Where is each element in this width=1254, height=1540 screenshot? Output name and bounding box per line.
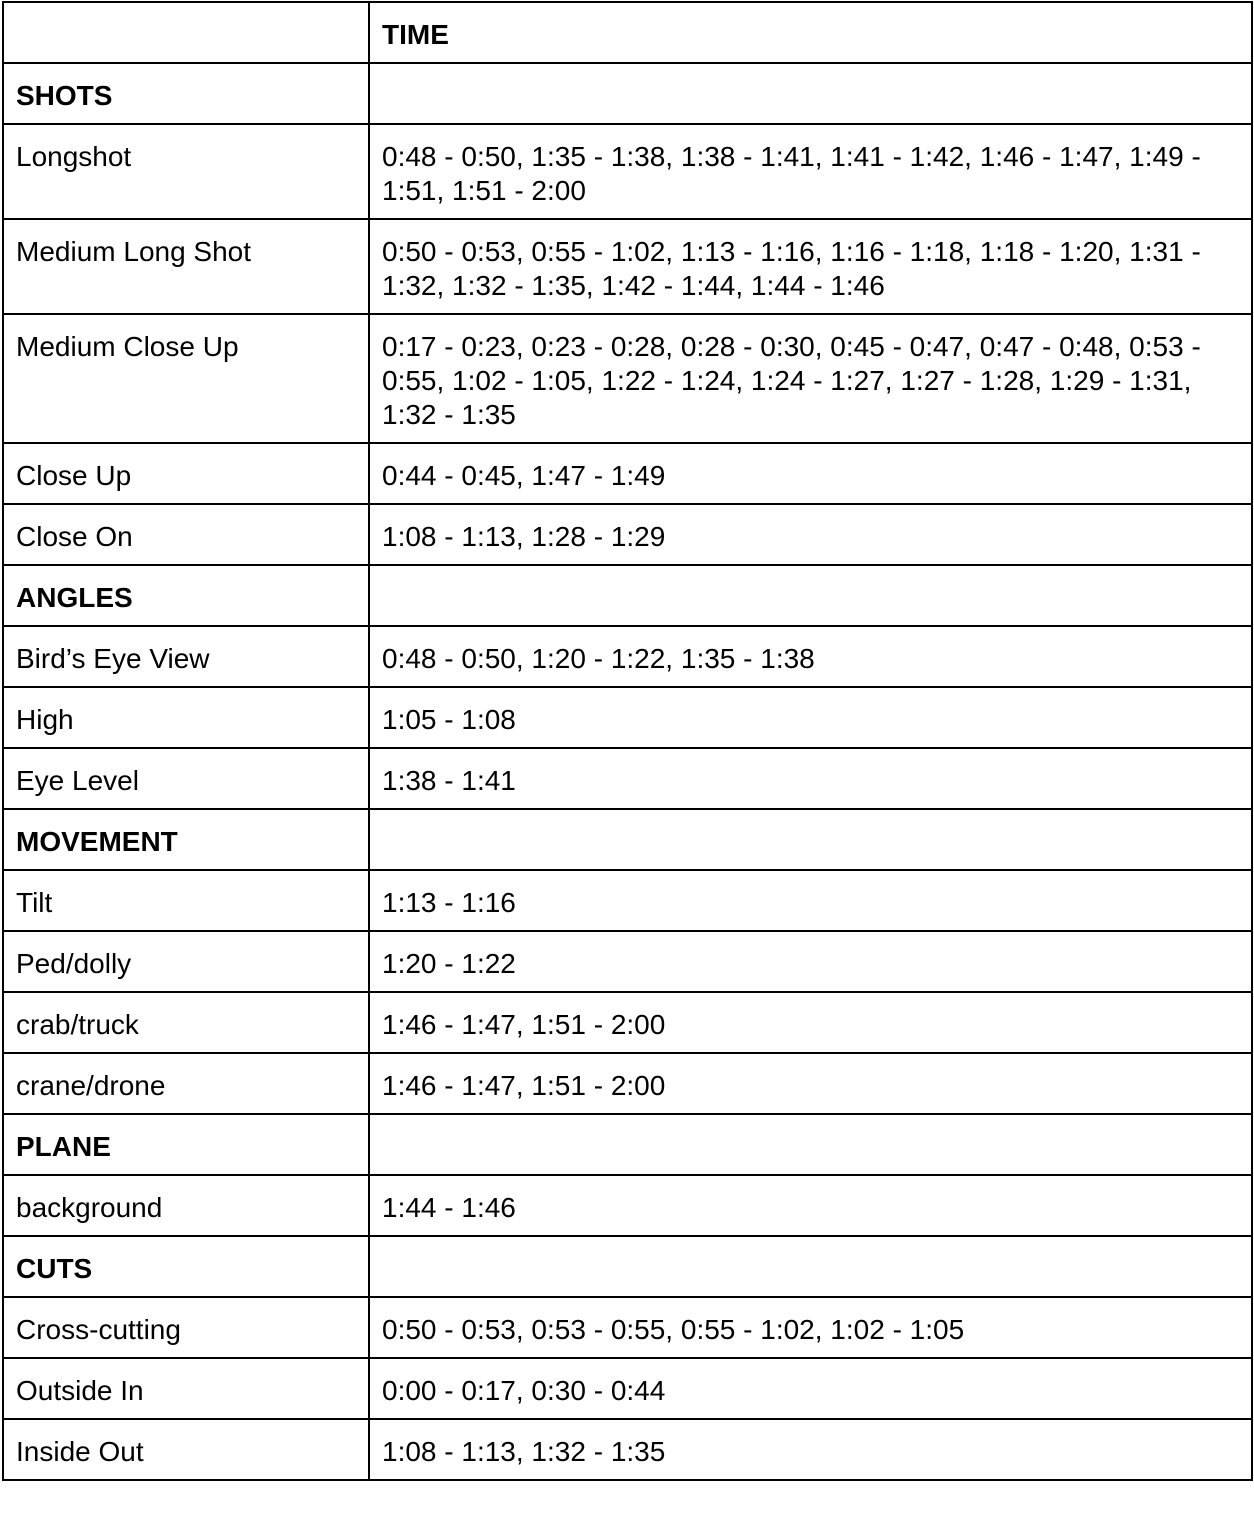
technique-label-cell: Eye Level (3, 748, 369, 809)
table-row (3, 626, 1252, 687)
section-title-cell: CUTS (3, 1236, 369, 1297)
technique-label-cell: Tilt (3, 870, 369, 931)
table-row (3, 504, 1252, 565)
time-range-cell: 1:13 - 1:16 (369, 870, 1252, 931)
time-range-cell: 1:08 - 1:13, 1:28 - 1:29 (369, 504, 1252, 565)
section-row (3, 565, 1252, 626)
time-range-cell: 1:05 - 1:08 (369, 687, 1252, 748)
technique-label-cell: Inside Out (3, 1419, 369, 1480)
section-title-cell: MOVEMENT (3, 809, 369, 870)
time-range-cell: 1:46 - 1:47, 1:51 - 2:00 (369, 992, 1252, 1053)
table-row (3, 443, 1252, 504)
technique-label-cell: High (3, 687, 369, 748)
technique-label-cell: Longshot (3, 124, 369, 219)
time-range-cell: 0:00 - 0:17, 0:30 - 0:44 (369, 1358, 1252, 1419)
technique-label-cell: Medium Close Up (3, 314, 369, 443)
technique-label-cell: background (3, 1175, 369, 1236)
time-range-cell: 0:48 - 0:50, 1:20 - 1:22, 1:35 - 1:38 (369, 626, 1252, 687)
technique-label-cell: Close Up (3, 443, 369, 504)
section-row (3, 1236, 1252, 1297)
table-row (3, 687, 1252, 748)
technique-label-cell: Close On (3, 504, 369, 565)
section-row (3, 809, 1252, 870)
time-range-cell: 1:46 - 1:47, 1:51 - 2:00 (369, 1053, 1252, 1114)
section-time-cell (369, 565, 1252, 626)
table-row (3, 219, 1252, 314)
time-range-cell: 1:44 - 1:46 (369, 1175, 1252, 1236)
section-time-cell (369, 63, 1252, 124)
table-row (3, 748, 1252, 809)
technique-label-cell: crab/truck (3, 992, 369, 1053)
technique-label-cell: Outside In (3, 1358, 369, 1419)
section-row (3, 63, 1252, 124)
header-time-cell: TIME (369, 2, 1252, 63)
technique-label-cell: Ped/dolly (3, 931, 369, 992)
table-row (3, 124, 1252, 219)
section-time-cell (369, 809, 1252, 870)
time-range-cell: 0:17 - 0:23, 0:23 - 0:28, 0:28 - 0:30, 0:45 - 0:47, 0:47 - 0:48, 0:53 - 0:55, 1:02 - 1:05, 1:22 - 1:24, 1:24 - 1:27, 1:27 - 1:28, 1:29 - 1:31, 1:32 - 1:35 (369, 314, 1252, 443)
section-time-cell (369, 1114, 1252, 1175)
time-range-cell: 1:08 - 1:13, 1:32 - 1:35 (369, 1419, 1252, 1480)
time-range-cell: 0:48 - 0:50, 1:35 - 1:38, 1:38 - 1:41, 1:41 - 1:42, 1:46 - 1:47, 1:49 - 1:51, 1:51 - 2:00 (369, 124, 1252, 219)
table-row (3, 931, 1252, 992)
section-title-cell: ANGLES (3, 565, 369, 626)
section-title-cell: SHOTS (3, 63, 369, 124)
time-range-cell: 0:50 - 0:53, 0:55 - 1:02, 1:13 - 1:16, 1:16 - 1:18, 1:18 - 1:20, 1:31 - 1:32, 1:32 - 1:35, 1:42 - 1:44, 1:44 - 1:46 (369, 219, 1252, 314)
section-title-cell: PLANE (3, 1114, 369, 1175)
table-row (3, 1053, 1252, 1114)
table-row (3, 992, 1252, 1053)
shot-timing-table (2, 1, 1253, 1481)
time-range-cell: 0:44 - 0:45, 1:47 - 1:49 (369, 443, 1252, 504)
technique-label-cell: Medium Long Shot (3, 219, 369, 314)
table-row (3, 1175, 1252, 1236)
table-row (3, 314, 1252, 443)
header-row (3, 2, 1252, 63)
table-row (3, 1297, 1252, 1358)
technique-label-cell: Cross-cutting (3, 1297, 369, 1358)
technique-label-cell: Bird’s Eye View (3, 626, 369, 687)
time-range-cell: 1:38 - 1:41 (369, 748, 1252, 809)
section-row (3, 1114, 1252, 1175)
table-row (3, 1358, 1252, 1419)
table-body (3, 2, 1252, 1480)
table-row (3, 870, 1252, 931)
section-time-cell (369, 1236, 1252, 1297)
time-range-cell: 1:20 - 1:22 (369, 931, 1252, 992)
table-row (3, 1419, 1252, 1480)
technique-label-cell: crane/drone (3, 1053, 369, 1114)
header-label-cell (3, 2, 369, 63)
time-range-cell: 0:50 - 0:53, 0:53 - 0:55, 0:55 - 1:02, 1:02 - 1:05 (369, 1297, 1252, 1358)
